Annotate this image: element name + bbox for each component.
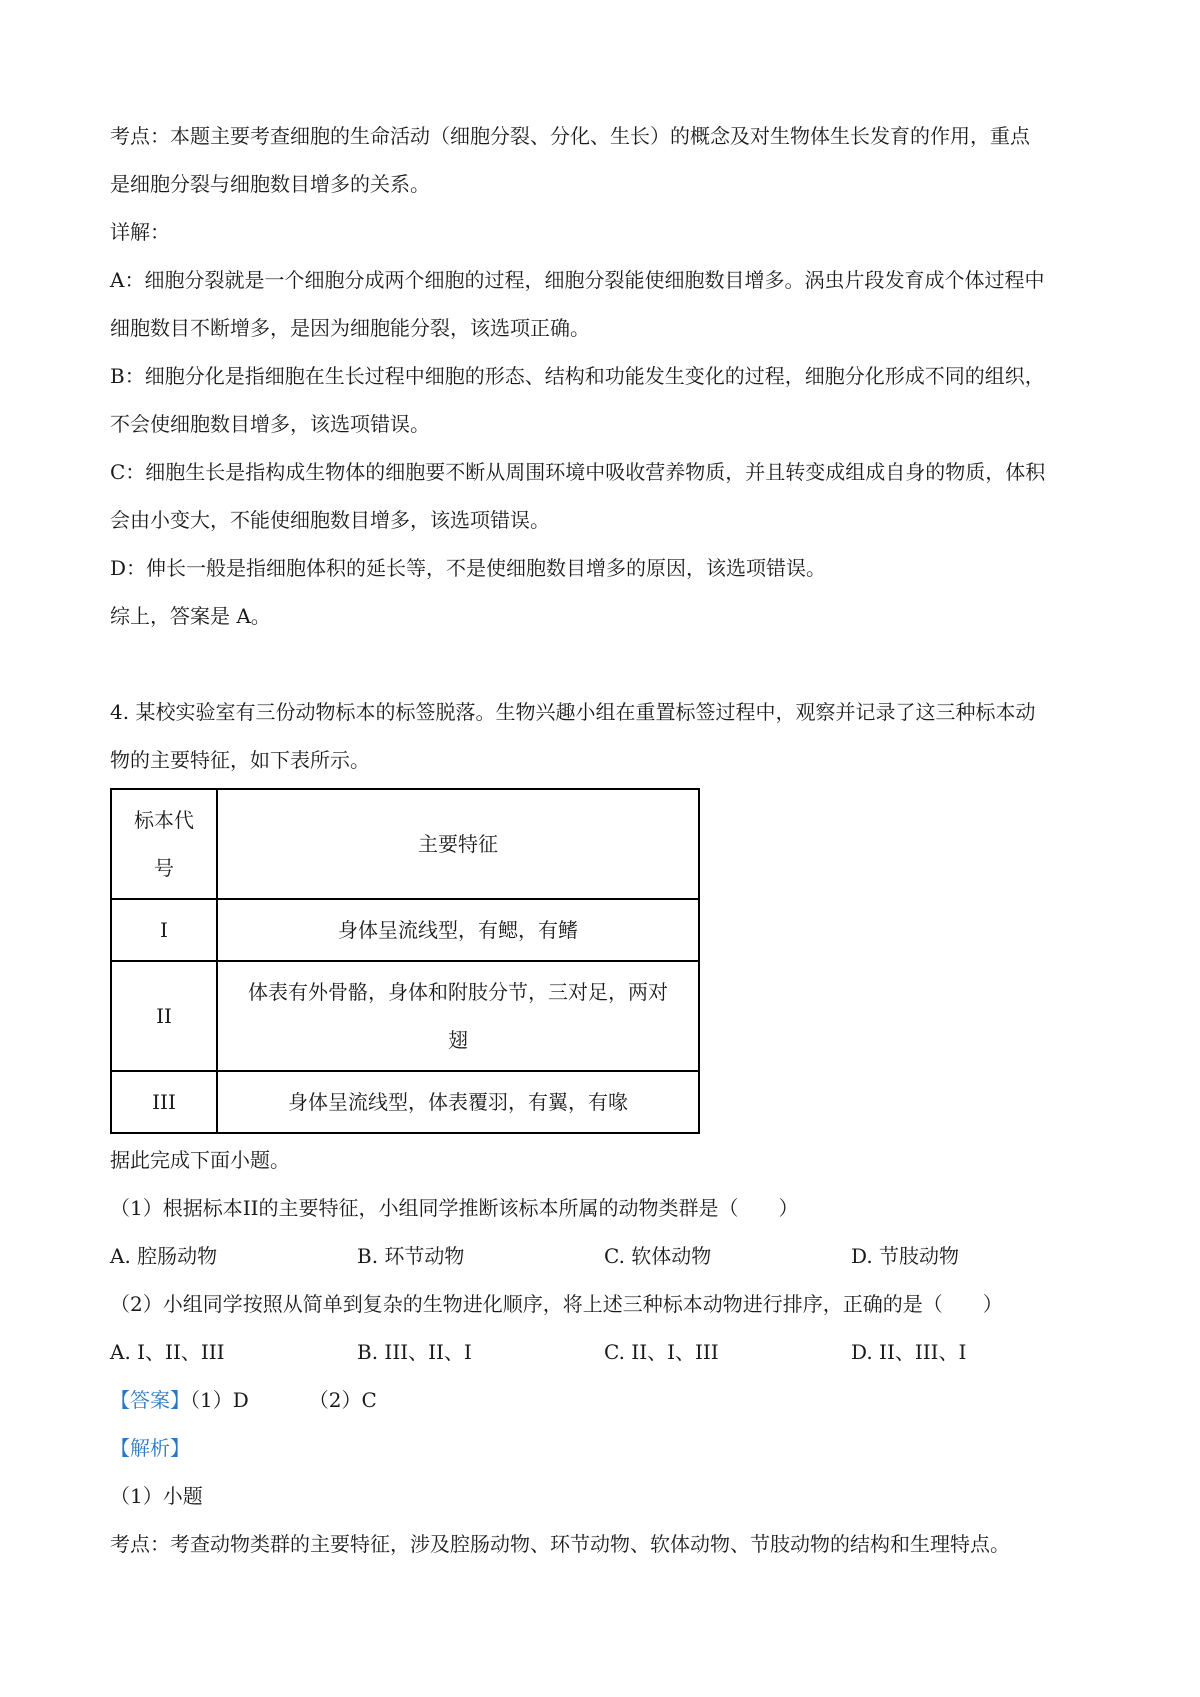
question-stem: 4. 某校实验室有三份动物标本的标签脱落。生物兴趣小组在重置标签过程中，观察并记录了这三种标本动 xyxy=(110,700,1036,724)
option-d: D. II、III、I xyxy=(851,1340,967,1364)
paragraph: B：细胞分化是指细胞在生长过程中细胞的形态、结构和功能发生变化的过程，细胞分化形成不同的组织， xyxy=(110,364,1045,388)
paragraph: C：细胞生长是指构成生物体的细胞要不断从周围环境中吸收营养物质，并且转变成组成自身的物质，体积 xyxy=(110,460,1046,484)
option-c: C. II、I、III xyxy=(604,1340,719,1364)
table-row xyxy=(111,899,699,961)
analysis-label: 【解析】 xyxy=(110,1436,190,1460)
sub-question-2: （2）小组同学按照从简单到复杂的生物进化顺序，将上述三种标本动物进行排序，正确的是（ ） xyxy=(110,1292,1003,1316)
table-header-row xyxy=(111,789,699,899)
analysis-sub-heading: （1）小题 xyxy=(110,1484,203,1508)
answer-part-2: （2）C xyxy=(308,1388,377,1412)
paragraph: 详解： xyxy=(110,220,170,244)
spacer xyxy=(110,640,1100,688)
option-c: C. 软体动物 xyxy=(604,1244,712,1268)
paragraph: D：伸长一般是指细胞体积的延长等，不是使细胞数目增多的原因，该选项错误。 xyxy=(110,556,827,580)
header-code-cell: 标本代 号 xyxy=(111,789,217,899)
analysis-text: 考点：考查动物类群的主要特征，涉及腔肠动物、环节动物、软体动物、节肢动物的结构和生理特点。 xyxy=(110,1532,1010,1556)
answer-part-1: （1）D xyxy=(190,1388,249,1412)
answer-line xyxy=(110,1376,1100,1424)
feature-cell: 身体呈流线型，有鳃，有鳍 xyxy=(217,899,699,961)
sub-question-1: （1）根据标本II的主要特征，小组同学推断该标本所属的动物类群是（ ） xyxy=(110,1196,799,1220)
question-stem: 物的主要特征，如下表所示。 xyxy=(110,748,370,772)
option-b: B. 环节动物 xyxy=(357,1244,465,1268)
sub-question-2-options xyxy=(110,1328,1100,1376)
paragraph: 细胞数目不断增多，是因为细胞能分裂，该选项正确。 xyxy=(110,316,590,340)
option-b: B. III、II、I xyxy=(357,1340,472,1364)
answer-label: 【答案】 xyxy=(110,1388,190,1412)
feature-cell: 身体呈流线型，体表覆羽，有翼，有喙 xyxy=(217,1071,699,1133)
table-row xyxy=(111,961,699,1071)
sub-question-1-options xyxy=(110,1232,1100,1280)
code-cell: III xyxy=(111,1071,217,1133)
code-cell: II xyxy=(111,961,217,1071)
paragraph: A：细胞分裂就是一个细胞分成两个细胞的过程，细胞分裂能使细胞数目增多。涡虫片段发育成个体过程中 xyxy=(110,268,1045,292)
specimen-table xyxy=(110,788,700,1134)
document-body xyxy=(110,112,1100,1568)
paragraph: 不会使细胞数目增多，该选项错误。 xyxy=(110,412,430,436)
code-cell: I xyxy=(111,899,217,961)
paragraph: 会由小变大，不能使细胞数目增多，该选项错误。 xyxy=(110,508,550,532)
table-row xyxy=(111,1071,699,1133)
option-a: A. 腔肠动物 xyxy=(110,1244,218,1268)
feature-cell: 体表有外骨骼，身体和附肢分节，三对足，两对 翅 xyxy=(217,961,699,1071)
paragraph: 综上，答案是 A。 xyxy=(110,604,271,628)
instruction-text: 据此完成下面小题。 xyxy=(110,1148,290,1172)
header-feature-cell: 主要特征 xyxy=(217,789,699,899)
option-d: D. 节肢动物 xyxy=(851,1244,960,1268)
paragraph: 是细胞分裂与细胞数目增多的关系。 xyxy=(110,172,430,196)
option-a: A. I、II、III xyxy=(110,1340,225,1364)
paragraph: 考点：本题主要考查细胞的生命活动（细胞分裂、分化、生长）的概念及对生物体生长发育的作用，重点 xyxy=(110,124,1030,148)
